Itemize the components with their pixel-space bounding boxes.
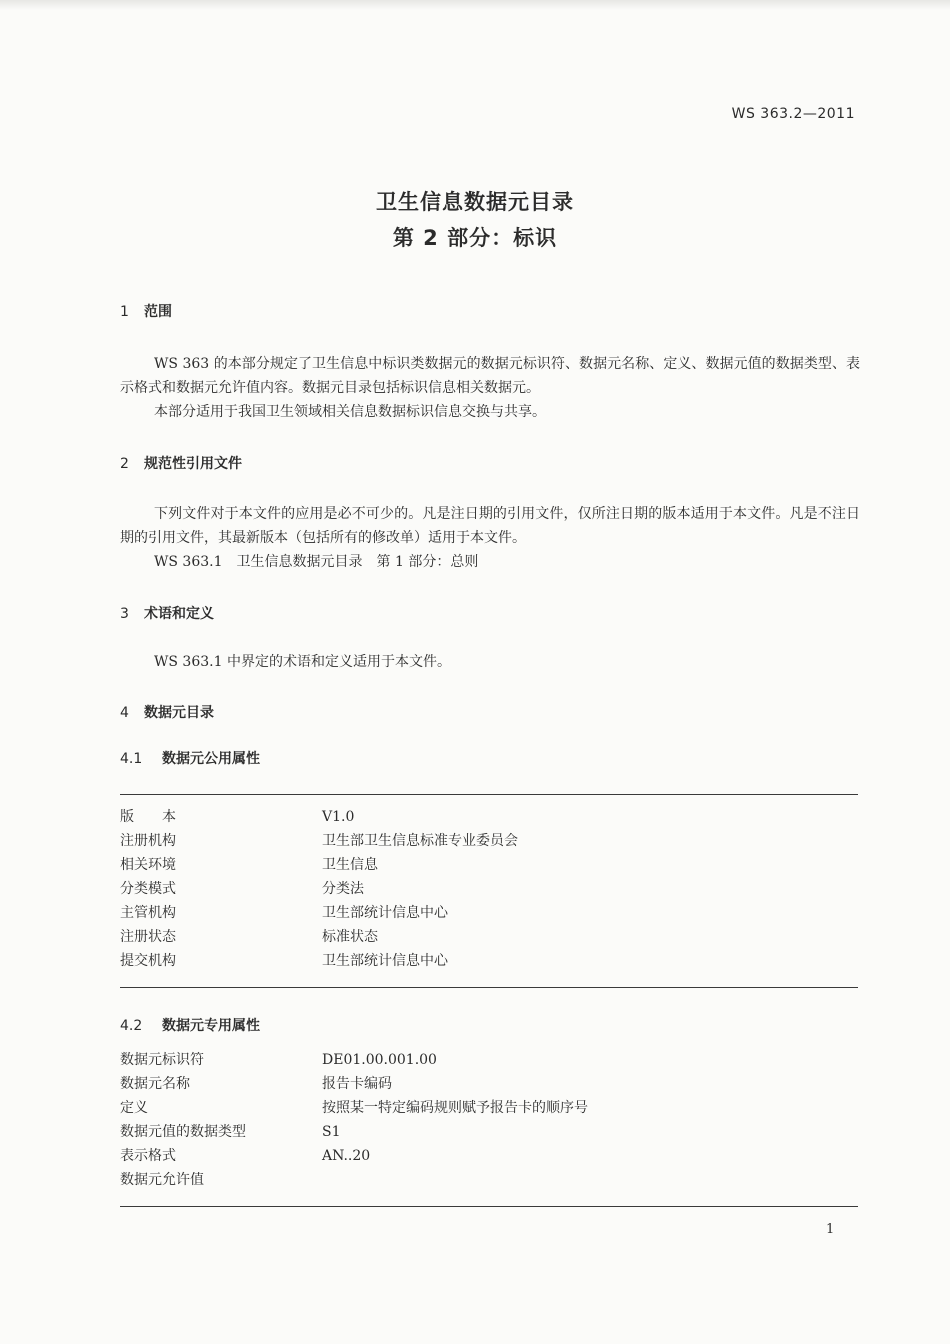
- table-bottom-rule: [120, 987, 858, 988]
- section-4-1-heading: [120, 748, 260, 768]
- section-number: 2: [120, 456, 129, 472]
- table-row: [120, 1120, 858, 1144]
- attribute-key: 表示格式: [120, 1148, 176, 1164]
- section-4-2-heading: [120, 1015, 260, 1035]
- section-title: 数据元公用属性: [162, 751, 260, 767]
- attribute-key: 相关环境: [120, 857, 176, 873]
- section-number: 1: [120, 304, 129, 320]
- table-row: [120, 925, 858, 949]
- attribute-key: 数据元允许值: [120, 1172, 204, 1188]
- attribute-value: AN..20: [322, 1148, 371, 1164]
- attribute-value: 卫生部统计信息中心: [322, 953, 448, 969]
- table-top-rule: [120, 794, 858, 795]
- attribute-value: V1.0: [322, 809, 355, 825]
- attribute-value: 卫生部卫生信息标准专业委员会: [322, 833, 518, 849]
- attribute-key: 注册机构: [120, 833, 176, 849]
- scan-edge: [0, 0, 950, 10]
- page-number: 1: [826, 1222, 835, 1237]
- attribute-value: 分类法: [322, 881, 364, 897]
- attribute-key: 分类模式: [120, 881, 176, 897]
- attribute-value: 标准状态: [322, 929, 378, 945]
- section-4-heading: [120, 702, 214, 722]
- document-title: 卫生信息数据元目录: [376, 190, 574, 214]
- attribute-value: 卫生部统计信息中心: [322, 905, 448, 921]
- table-row: [120, 853, 858, 877]
- section-title: 规范性引用文件: [144, 456, 242, 472]
- common-attributes-table: [120, 805, 858, 973]
- section-title: 术语和定义: [144, 606, 214, 622]
- attribute-value: 按照某一特定编码规则赋予报告卡的顺序号: [322, 1100, 588, 1116]
- table-row: [120, 1048, 858, 1072]
- paragraph: 下列文件对于本文件的应用是必不可少的。凡是注日期的引用文件，仅所注日期的版本适用于本文件。凡是不注日期的引用文件，其最新版本（包括所有的修改单）适用于本文件。: [120, 506, 860, 546]
- section-title: 数据元专用属性: [162, 1018, 260, 1034]
- table-row: [120, 1096, 858, 1120]
- section-1-heading: [120, 301, 172, 321]
- normative-reference: WS 363.1 卫生信息数据元目录 第 1 部分：总则: [154, 554, 479, 570]
- specific-attributes-table: [120, 1048, 858, 1192]
- table-row: [120, 1072, 858, 1096]
- attribute-value: 卫生信息: [322, 857, 378, 873]
- section-number: 4: [120, 705, 129, 721]
- table-row: [120, 901, 858, 925]
- attribute-key: 定义: [120, 1100, 148, 1116]
- section-2-heading: [120, 453, 242, 473]
- table-row: [120, 1168, 858, 1192]
- table-row: [120, 1144, 858, 1168]
- table-row: [120, 877, 858, 901]
- document-subtitle: 第 2 部分：标识: [392, 226, 558, 250]
- table-bottom-rule: [120, 1206, 858, 1207]
- section-number: 3: [120, 606, 129, 622]
- attribute-key: 数据元标识符: [120, 1052, 204, 1068]
- attribute-value: S1: [322, 1124, 341, 1140]
- table-row: [120, 949, 858, 973]
- attribute-key: 主管机构: [120, 905, 176, 921]
- attribute-key: 版 本: [120, 809, 176, 825]
- section-number: 4.2: [120, 1018, 143, 1034]
- table-row: [120, 829, 858, 853]
- attribute-key: 数据元名称: [120, 1076, 190, 1092]
- table-row: [120, 805, 858, 829]
- section-3-heading: [120, 603, 214, 623]
- section-title: 数据元目录: [144, 705, 214, 721]
- attribute-key: 数据元值的数据类型: [120, 1124, 246, 1140]
- paragraph: WS 363.1 中界定的术语和定义适用于本文件。: [154, 654, 451, 670]
- attribute-value: DE01.00.001.00: [322, 1052, 437, 1068]
- paragraph: WS 363 的本部分规定了卫生信息中标识类数据元的数据元标识符、数据元名称、定义、数据元值的数据类型、表示格式和数据元允许值内容。数据元目录包括标识信息相关数据元。: [120, 356, 860, 396]
- standard-code: WS 363.2—2011: [731, 106, 855, 122]
- attribute-key: 注册状态: [120, 929, 176, 945]
- attribute-key: 提交机构: [120, 953, 176, 969]
- paragraph: 本部分适用于我国卫生领域相关信息数据标识信息交换与共享。: [154, 404, 546, 420]
- section-title: 范围: [144, 304, 172, 320]
- attribute-value: 报告卡编码: [322, 1076, 392, 1092]
- section-number: 4.1: [120, 751, 143, 767]
